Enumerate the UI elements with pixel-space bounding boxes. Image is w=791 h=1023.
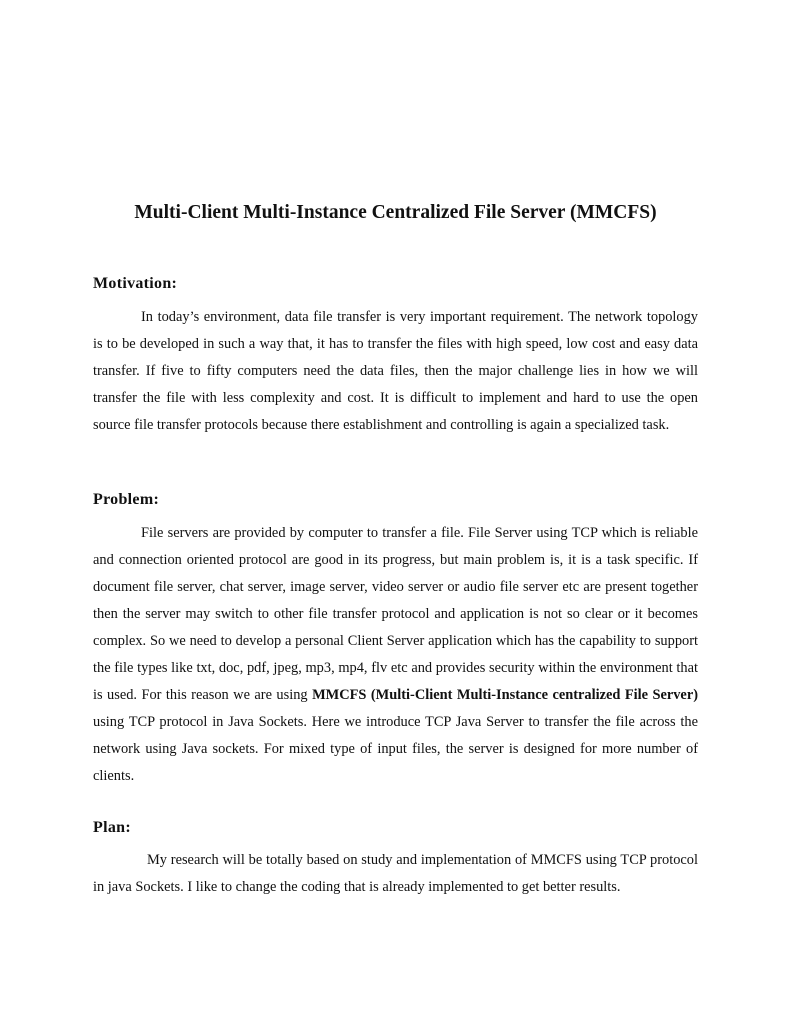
problem-bold-term: MMCFS (Multi-Client Multi-Instance centralized File Server)	[312, 687, 698, 703]
plan-heading: Plan:	[93, 819, 131, 836]
document-title: Multi-Client Multi-Instance Centralized File Server (MMCFS)	[134, 202, 657, 223]
problem-text-part1: File servers are provided by computer to transfer a file. File Server using TCP which is reliable and connection oriented protocol are good in its progress, but main problem is, it is a task specific. If document file server, chat server, image server, video server or audio file server etc are present together then the server may switch to other file transfer protocol and application is not so clear or it becomes complex. So we need to develop a personal Client Server application which has the capability to support the file types like txt, doc, pdf, jpeg, mp3, mp4, flv etc and provides security within the environment that is used. For this reason we are using	[93, 525, 698, 703]
problem-text-part2: using TCP protocol in Java Sockets. Here we introduce TCP Java Server to transfer the file across the network using Java sockets. For mixed type of input files, the server is designed for more number of clients.	[93, 714, 698, 784]
plan-section	[93, 818, 698, 901]
motivation-heading: Motivation:	[93, 275, 178, 292]
motivation-section	[93, 274, 698, 439]
plan-paragraph: My research will be totally based on study and implementation of MMCFS using TCP protocol in java Sockets. I like to change the coding that is already implemented to get better results.	[93, 852, 698, 895]
problem-paragraph	[93, 520, 698, 790]
motivation-paragraph: In today’s environment, data file transfer is very important requirement. The network topology is to be developed in such a way that, it has to transfer the files with high speed, low cost and easy data transfer. If five to fifty computers need the data files, then the major challenge lies in how we will transfer the file with less complexity and cost. It is difficult to implement and hard to use the open source file transfer protocols because there establishment and controlling is again a specialized task.	[93, 309, 698, 433]
problem-heading: Problem:	[93, 491, 160, 508]
problem-section	[93, 490, 698, 790]
